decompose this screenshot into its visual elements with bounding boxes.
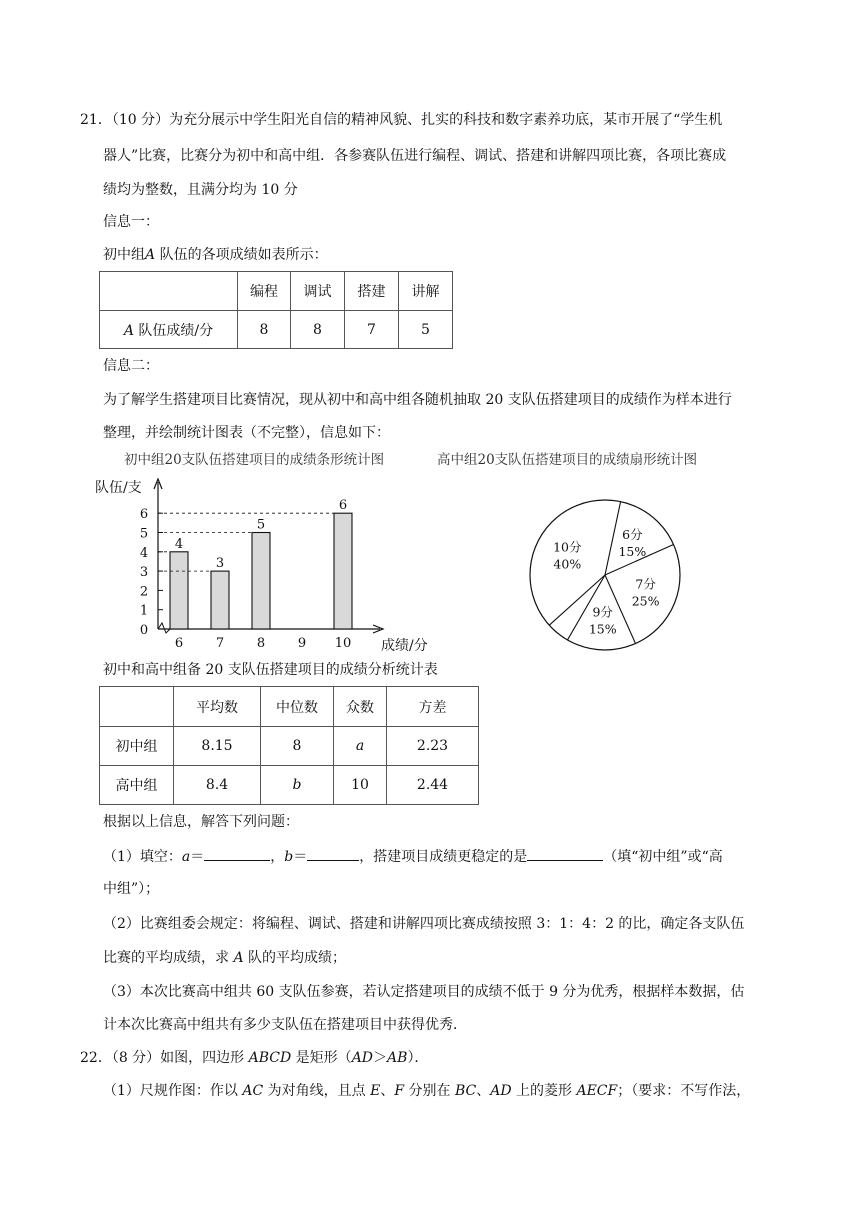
- table2-cell: 2.44: [387, 766, 479, 805]
- table2-cell: 2.23: [387, 727, 479, 766]
- analysis-table: [99, 686, 479, 805]
- questions-intro: 根据以上信息，解答下列问题：: [103, 814, 299, 830]
- pie-slice-percent: 25%: [631, 593, 660, 609]
- y-tick-label: 4: [139, 545, 149, 561]
- q21-line-1: 21．（10 分）为充分展示中学生阳光自信的精神风貌、扎实的科技和数字素养功底，某市开展了“学生机: [80, 112, 723, 128]
- bar-data-label: 6: [338, 498, 348, 514]
- table1-intro-pre: 初中组: [103, 247, 145, 263]
- question-1-line-2: 中组”）；: [103, 881, 160, 897]
- y-tick-label: 5: [139, 526, 149, 542]
- table2-cell: 10: [334, 766, 387, 805]
- x-tick-label: 9: [297, 636, 307, 651]
- answer-blank-stable-group[interactable]: [527, 846, 603, 861]
- pie-slice-percent: 40%: [553, 556, 582, 572]
- table1-cell: 7: [345, 311, 399, 349]
- info-two-para-1: 为了解学生搭建项目比赛情况，现从初中和高中组各随机抽取 20 支队伍搭建项目的成绩作为样本进行: [103, 392, 732, 408]
- answer-blank-b[interactable]: [307, 846, 359, 861]
- pie-chart: [520, 490, 690, 660]
- table2-row-junior: [100, 727, 479, 766]
- bar-data-label: 3: [215, 556, 225, 572]
- x-tick-label: 6: [174, 636, 184, 651]
- table2-cell: 8.15: [174, 727, 261, 766]
- table1-header-empty: [100, 272, 238, 311]
- y-axis-label: 队伍/支: [95, 480, 142, 496]
- table2-header-empty: [100, 687, 174, 727]
- q21-line-2: 器人”比赛，比赛分为初中和高中组．各参赛队伍进行编程、调试、搭建和讲解四项比赛，各项比赛成: [103, 148, 727, 164]
- table2-title: 初中和高中组备 20 支队伍搭建项目的成绩分析统计表: [103, 662, 438, 678]
- pie-slice-label: 10分: [553, 539, 582, 555]
- table1-header-programming: 编程: [238, 272, 291, 311]
- pie-slice-percent: 15%: [588, 621, 617, 637]
- bar-data-label: 4: [174, 536, 184, 552]
- x-tick-label: 10: [334, 636, 352, 651]
- question-2-line-1: （2）比赛组委会规定：将编程、调试、搭建和讲解四项比赛成绩按照 3：1：4：2 的比，确定各支队伍: [103, 916, 745, 932]
- table2-cell: 8.4: [174, 766, 261, 805]
- table2-cell: 8: [261, 727, 334, 766]
- pie-chart-title: 高中组20支队伍搭建项目的成绩扇形统计图: [437, 452, 698, 468]
- bar: [334, 513, 352, 629]
- question-1-line-1: （1）填空：a＝ ，b＝ ，搭建项目成绩更稳定的是 （填“初中组”或“高: [103, 846, 723, 867]
- info-two-label: 信息二：: [103, 358, 159, 374]
- pie-slice-label: 6分: [622, 527, 643, 543]
- table2-header-mean: 平均数: [174, 687, 261, 727]
- y-tick-label: 1: [139, 603, 149, 619]
- q22-line-2: （1）尺规作图：作以 AC 为对角线，且点 E、F 分别在 BC、AD 上的菱形 AECF；（要求：不写作法，: [103, 1083, 751, 1099]
- table1-intro-post: 队伍的各项成绩如表所示：: [155, 247, 328, 263]
- q22-line-1: 22．（8 分）如图，四边形 ABCD 是矩形（AD＞AB）．: [80, 1050, 429, 1066]
- table1-cell: 8: [291, 311, 345, 349]
- info-one-label: 信息一：: [103, 214, 159, 230]
- team-a-score-table: [99, 271, 453, 349]
- table2-cell: a: [334, 727, 387, 766]
- table2-cell: b: [261, 766, 334, 805]
- q21-line-3: 绩均为整数，且满分均为 10 分: [103, 182, 298, 198]
- x-axis-label: 成绩/分: [381, 638, 428, 654]
- table2-cell: 初中组: [100, 727, 174, 766]
- bar-chart: [95, 472, 445, 657]
- table1-header-presenting: 讲解: [399, 272, 453, 311]
- table2-cell: 高中组: [100, 766, 174, 805]
- pie-slice-percent: 15%: [618, 544, 647, 560]
- question-3-line-1: （3）本次比赛高中组共 60 支队伍参赛，若认定搭建项目的成绩不低于 9 分为优秀，根据样本数据，估: [103, 984, 745, 1000]
- y-tick-label: 3: [139, 565, 149, 581]
- pie-slice-label: 9分: [592, 604, 613, 620]
- table2-header-mode: 众数: [334, 687, 387, 727]
- table1-header-building: 搭建: [345, 272, 399, 311]
- info-two-para-2: 整理，并绘制统计图表（不完整），信息如下：: [103, 425, 390, 441]
- bar: [211, 571, 229, 629]
- table2-row-senior: [100, 766, 479, 805]
- bar: [170, 552, 188, 629]
- table1-header-debugging: 调试: [291, 272, 345, 311]
- table1-row-label: A 队伍成绩/分: [100, 311, 238, 349]
- bar: [252, 533, 270, 630]
- y-tick-label: 2: [139, 584, 149, 600]
- bar-data-label: 5: [256, 517, 266, 533]
- table2-header-variance: 方差: [387, 687, 479, 727]
- question-2-line-2: 比赛的平均成绩，求 A 队的平均成绩；: [103, 950, 347, 966]
- x-tick-label: 8: [256, 636, 266, 651]
- table2-header-median: 中位数: [261, 687, 334, 727]
- table1-cell: 8: [238, 311, 291, 349]
- pie-slice-label: 7分: [635, 576, 656, 592]
- y-tick-label: 6: [139, 507, 149, 523]
- question-3-line-2: 计本次比赛高中组共有多少支队伍在搭建项目中获得优秀．: [103, 1017, 467, 1033]
- y-tick-label: 0: [139, 623, 149, 638]
- bar-chart-title: 初中组20支队伍搭建项目的成绩条形统计图: [124, 452, 385, 468]
- table1-intro: [103, 245, 328, 265]
- table1-cell: 5: [399, 311, 453, 349]
- table1-intro-team: A: [145, 247, 156, 263]
- x-tick-label: 7: [215, 636, 225, 651]
- answer-blank-a[interactable]: [204, 846, 270, 861]
- axis-break-mark: [158, 623, 170, 633]
